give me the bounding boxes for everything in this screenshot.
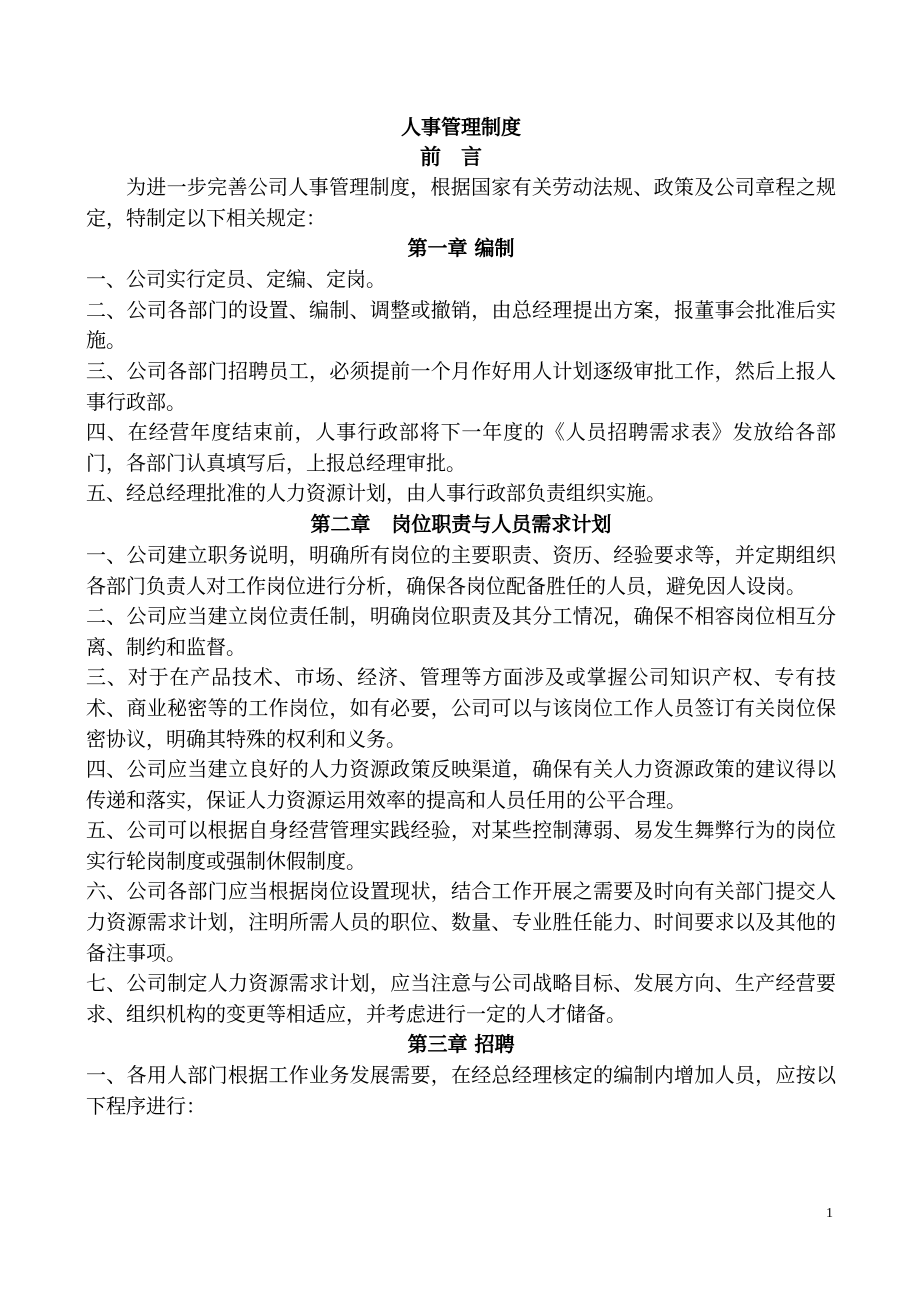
chapter-2-item-6: 六、公司各部门应当根据岗位设置现状，结合工作开展之需要及时向有关部门提交人力资源需求计划，注明所需人员的职位、数量、专业胜任能力、时间要求以及其他的备注事项。 (86, 879, 836, 965)
chapter-1-heading: 第一章 编制 (407, 236, 515, 261)
chapter-1-item-4: 四、在经营年度结束前，人事行政部将下一年度的《人员招聘需求表》发放给各部门，各部门认真填写后，上报总经理审批。 (86, 420, 836, 475)
chapter-1-item-3: 三、公司各部门招聘员工，必须提前一个月作好用人计划逐级审批工作，然后上报人事行政部。 (86, 358, 836, 414)
page-number: 1 (826, 1206, 833, 1221)
chapter-3-heading: 第三章 招聘 (407, 1032, 515, 1057)
preface-heading: 前言 (420, 144, 502, 169)
chapter-1-item-5: 五、经总经理批准的人力资源计划，由人事行政部负责组织实施。 (86, 481, 666, 506)
chapter-2-heading: 第二章 岗位职责与人员需求计划 (310, 511, 612, 536)
chapter-1-item-1: 一、公司实行定员、定编、定岗。 (86, 267, 386, 292)
chapter-2-item-7: 七、公司制定人力资源需求计划，应当注意与公司战略目标、发展方向、生产经营要求、组织机构的变更等相适应，并考虑进行一定的人才储备。 (86, 971, 836, 1026)
chapter-2-item-4: 四、公司应当建立良好的人力资源政策反映渠道，确保有关人力资源政策的建议得以传递和落实，保证人力资源运用效率的提高和人员任用的公平合理。 (86, 757, 836, 812)
document-body (86, 112, 836, 1122)
document-title: 人事管理制度 (401, 115, 521, 139)
chapter-2-item-5: 五、公司可以根据自身经营管理实践经验，对某些控制薄弱、易发生舞弊行为的岗位实行轮岗制度或强制休假制度。 (86, 818, 836, 873)
intro-paragraph: 为进一步完善公司人事管理制度，根据国家有关劳动法规、政策及公司章程之规定，特制定以下相关规定： (86, 175, 836, 230)
chapter-1-item-2: 二、公司各部门的设置、编制、调整或撤销，由总经理提出方案，报董事会批准后实施。 (86, 297, 836, 353)
chapter-3-item-1: 一、各用人部门根据工作业务发展需要，在经总经理核定的编制内增加人员，应按以下程序进行： (86, 1063, 836, 1119)
chapter-2-item-1: 一、公司建立职务说明，明确所有岗位的主要职责、资历、经验要求等，并定期组织各部门负责人对工作岗位进行分析，确保各岗位配备胜任的人员，避免因人设岗。 (86, 542, 836, 598)
chapter-2-item-2: 二、公司应当建立岗位责任制，明确岗位职责及其分工情况，确保不相容岗位相互分离、制约和监督。 (86, 604, 836, 659)
chapter-2-item-3: 三、对于在产品技术、市场、经济、管理等方面涉及或掌握公司知识产权、专有技术、商业秘密等的工作岗位，如有必要，公司可以与该岗位工作人员签订有关岗位保密协议，明确其特殊的权利和义务。 (86, 665, 836, 751)
